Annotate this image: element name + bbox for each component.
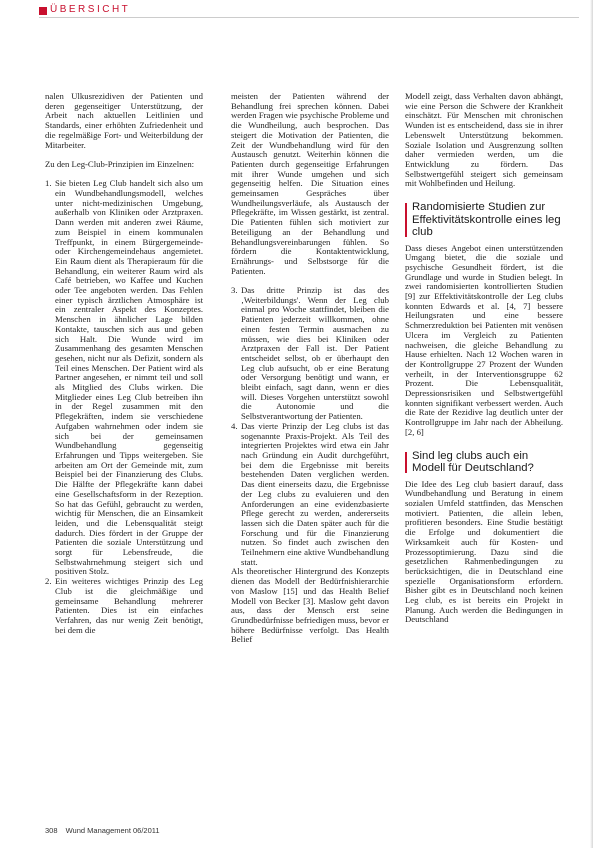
paragraph: nalen Ulkusrezidiven der Patienten und deren gegenseitiger Unterstützung, der Arbeit nach aktuellen Leitlinien und Standards, einer erhöhten Zufriedenheit und die regelmäßige Fort- und Weiterbildung der Mitarbeiter. xyxy=(45,91,203,150)
list-item xyxy=(231,422,389,568)
list-item-text: Ein weiteres wichtiges Prinzip des Leg Club ist die gleichmäßige und gemeinsame Behandlung mehrerer Patienten. Dies ist ein einfaches Verfahren, das nur wenig Zeit benötigt, bei dem die xyxy=(55,576,203,635)
list-number: 4. xyxy=(231,420,238,431)
section-marker-square xyxy=(39,7,47,15)
subheading-block xyxy=(405,201,563,239)
subheading-randomized-studies: Randomisierte Studien zur Effektivitätskontrolle eines leg club xyxy=(412,201,561,239)
subheading-accent-bar xyxy=(405,452,407,473)
subheading-accent-bar xyxy=(405,203,407,237)
page-number: 308 xyxy=(45,826,58,835)
list-number: 2. xyxy=(45,576,52,587)
list-number: 1. xyxy=(45,178,52,189)
header-rule xyxy=(39,17,579,18)
principles-list xyxy=(45,179,203,635)
list-item-text: Das vierte Prinzip der Leg clubs ist das sogenannte Praxis-Projekt. Als Teil des integrierten Projektes wird etwa ein Jahr nach Gründung ein Audit durchgeführt, bei dem die Ergebnisse mit bereits bestehenden Daten verglichen werden. Das dient einerseits dazu, die Ergebnisse der Leg clubs zu evaluieren und den Anforderungen an eine evidenzbasierte Pflege gerecht zu werden, andererseits lassen sich die Daten später auch für die Forschung und für die Finanzierung nutzen. So findet auch zwischen den Teilnehmern eine aktive Wundbehandlung statt. xyxy=(241,420,389,567)
page-footer xyxy=(45,826,160,835)
paragraph: meisten der Patienten während der Behandlung frei sprechen können. Dabei werden Fragen wie psychische Probleme und die Wundheilung, auch besprochen. Das steigert die Motivation der Patienten, die Zeit der Wundbehandlung wird für den Austausch genutzt. Weiterhin können die Patienten durch gegenseitige Erfahrungen mit ihrer Wunde umgehen und sich gegenseitig helfen. Die Situation eines gemeinsamen Gespräches über Wundheilungsverläufe, als Austausch der Pflegekräfte, im Wissen gestärkt, ist zentral. Die Patienten fühlen sich motiviert zur Beteiligung an der Behandlung und Behandlungsvereinbarungen fühlen. So fördern die Kontaktentwicklung, Ernährungs- und Selbstsorge für die Patienten. xyxy=(231,91,389,276)
section-label: ÜBERSICHT xyxy=(50,4,131,15)
principles-list xyxy=(231,286,389,567)
text-column-1 xyxy=(45,92,203,635)
text-column-3 xyxy=(405,92,563,635)
list-number: 3. xyxy=(231,285,238,296)
text-column-2 xyxy=(231,92,389,655)
paragraph: Als theoretischer Hintergrund des Konzepts dienen das Modell der Bedürfnishierarchie von Maslow [15] und das Health Belief Modell von Becker [3]. Maslow geht davon aus, dass der Mensch erst seine Grundbedürfnisse befriedigen muss, bevor er höhere Bedürfnisse verfolgt. Das Health Belief xyxy=(231,566,389,645)
paragraph-intro: Zu den Leg-Club-Prinzipien im Einzelnen: xyxy=(45,158,195,169)
list-item xyxy=(45,577,203,635)
paragraph: Die Idee des Leg club basiert darauf, dass Wundbehandlung und Beratung in einem sozialen Umfeld stattfinden, das Menschen motiviert. Patienten, die allein leben, profitieren besonders. Eine Studie bestätigt die Erfolge und dokumentiert die Wirksamkeit auch für Kosten- und Prozessoptimierung. Dazu sind die gesetzlichen Rahmenbedingungen zu berücksichtigen, die in Deutschland eine spezielle Organisationsform erfordern. Bisher gibt es in Deutschland noch keinen Leg club, es ist bereits ein Projekt in Planung. Auch werden die Bedingungen in Deutschland xyxy=(405,478,563,625)
paragraph: Modell zeigt, dass Verhalten davon abhängt, wie eine Person die Schwere der Krankheit einschätzt. Für Menschen mit chronischen Wunden ist es entscheidend, dass sie in ihrer Lebenswelt Unterstützung bekommen. Soziale Isolation und Ausgrenzung sollten daher vermieden werden, um die Entwicklung zu fördern. Das Selbstwertgefühl steigert sich gemeinsam mit Wohlbefinden und Heilung. xyxy=(405,91,563,189)
subheading-germany-model: Sind leg clubs auch ein Modell für Deutschland? xyxy=(412,449,534,475)
subheading-block xyxy=(405,450,563,475)
journal-name: Wund Management 06/2011 xyxy=(65,826,160,835)
list-item-text: Das dritte Prinzip ist das des ‚Weiterbildungs'. Wenn der Leg club einmal pro Woche stattfindet, bleiben die Patienten jederzeit willkommen, ohne einen festen Termin ausmachen zu müssen, wie dies bei Kliniken oder Arztpraxen der Fall ist. Der Patient entscheidet selbst, ob er überhaupt den Leg club aufsucht, ob er eine Beratung oder Versorgung benötigt und wann, er bleibt einfach, sagt dann, wenn er dies will. Dieses Vorgehen unterstützt sowohl die Autonomie und die Selbstverantwortung der Patienten. xyxy=(241,285,389,422)
paragraph: Dass dieses Angebot einen unterstützenden Umgang bietet, die die soziale und psychische Gesundheit fördert, ist die Grundlage und wurde in Studien belegt. In zwei randomisierten kontrollierten Studien [9] zur Effektivitätskontrolle der Leg clubs konnten Edwards et al. [4, 7] bessere Heilungsraten und eine bessere Schmerzreduktion bei Patienten mit venösen Ulcera im Vergleich zu Patienten nachweisen, die gleiche Behandlung zu Hause erhielten. Nach 12 Wochen waren in der Kontrollgruppe 27 Prozent der Wunden verheilt, in der Interventionsgruppe 62 Prozent. Die Lebensqualität, Depressionsrisiken und Selbstwertgefühl konnten signifikant verbessert werden. Auch die Rate der Rezidive lag deutlich unter der Kontrollgruppe im Jahr nach der Abheilung. [2, 6] xyxy=(405,242,563,437)
list-item-text: Sie bieten Leg Club handelt sich also um ein Wundbehandlungsmodell, welches unter nicht-medizinischen Umgebung, außerhalb von Kliniken oder Arztpraxen. Dann werden mit anderen zwei Räume, zum Beispiel in einem kommunalen Treffpunkt, in einem Bürgergemeinde- oder Kirchengemeindehaus angemietet. Ein Raum dient als Therapieraum für die Behandlung, ein weiterer Raum wird als Café betrieben, wo Kaffee und Kuchen oder Tee angeboten werden. Das Fehlen einer typisch ärztlichen Atmosphäre ist ein zentraler Aspekt des Konzeptes. Menschen in ähnlicher Lage bilden Kontakte, tauschen sich aus und geben sich Halt. Die Wunde wird im Zusammenhang des gesamten Menschen gesehen, nicht nur als Defizit, sondern als Teil eines Menschen. Der Patient wird als Partner angesehen, er nimmt teil und soll als Mitglied des Clubs wirken. Die Mitglieder eines Leg Club betreiben ihn in der Regel zusammen mit den Pflegekräften, indem sie verschiedene Aufgaben wahrnehmen oder indem sie sich bei der gemeinsamen Wundbehandlung gegenseitig Erfahrungen und Tipps weitergeben. Sie arbeiten am Ort der Gemeinde mit, zum Beispiel bei der Finanzierung des Clubs. Die Hälfte der Pflegekräfte kann dabei eine Gesellschaftsform in der Rezeption. So hat das Gefühl, gebraucht zu werden, wichtig für Menschen, die an Einsamkeit leiden, und die Lebensqualität steigt dadurch. Dies fördert in der Gruppe der Patienten die soziale Unterstützung und sorgt für Lebensfreude, die Selbstwahrnehmung steigert sich und positiven Stolz. xyxy=(55,178,203,577)
list-item xyxy=(45,179,203,577)
list-item xyxy=(231,286,389,422)
